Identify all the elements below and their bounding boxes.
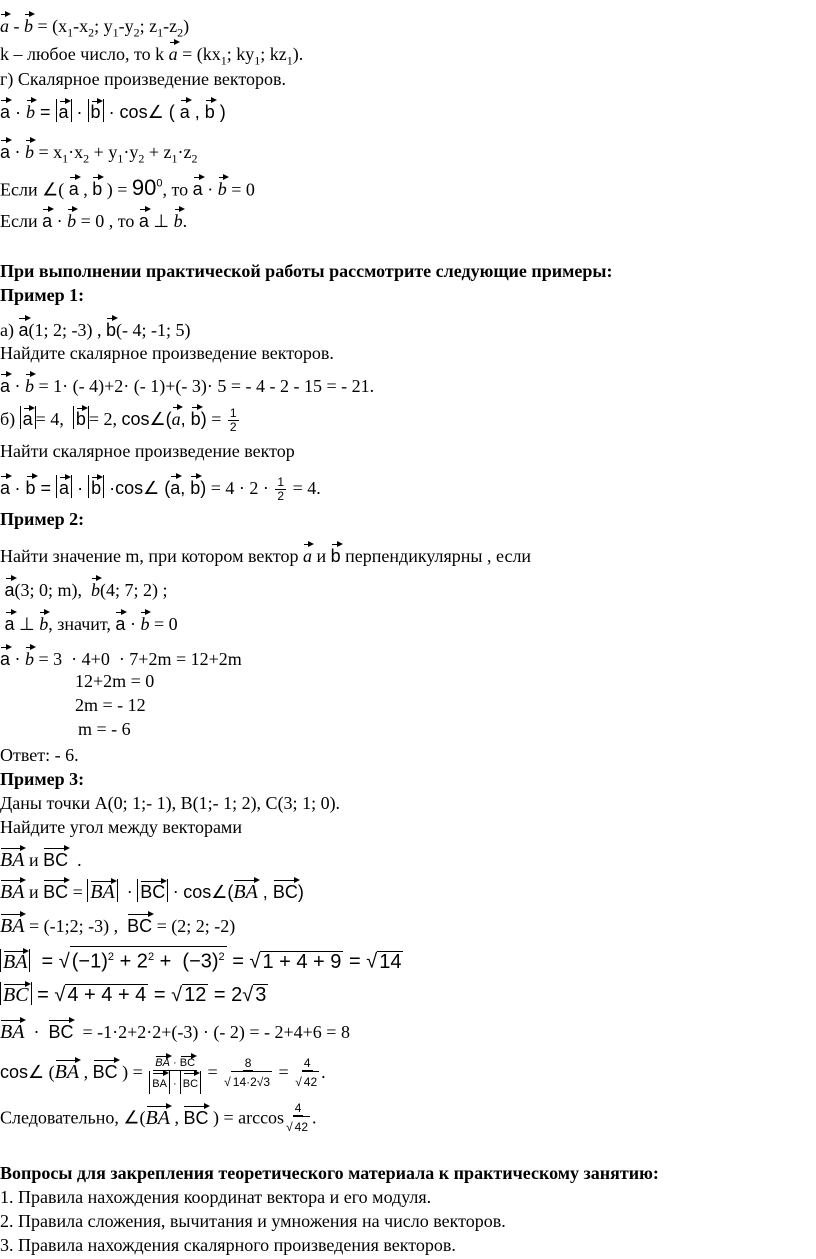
perpendicular-result-line: Если a · b = 0 , то a ⊥ b.: [0, 207, 187, 232]
example-3-points: Даны точки А(0; 1;- 1), В(1;- 1; 2), С(3; 1; 0).: [0, 793, 341, 813]
section-heading-dot-product: г) Скалярное произведение векторов.: [0, 69, 287, 89]
example-3-length-bc: BC = √ 4 + 4 + 4 = √ 12 = 2√ 3: [0, 982, 268, 1006]
example-3-length-ba: BA = √ $(-1)^2 + 2^2 + (-3)^2$ = √ 1 + 4 + 9 = √ 14: [0, 946, 403, 973]
example-2-heading: Пример 2:: [0, 509, 85, 529]
example-2-task: Найти значение m, при котором вектор a и b перпендикулярны , если: [0, 542, 531, 567]
question-3: 3. Правила нахождения скалярного произведения векторов.: [0, 1235, 456, 1255]
example-1b-solution: a · b = a · b ·cos∠ (a, b) = 4 · 2 · $\frac{1}{2}$ = 4.: [0, 475, 321, 504]
example-2-step-2: 2m = - 12: [75, 695, 146, 715]
example-2-answer: Ответ: - 6.: [0, 745, 79, 765]
example-1a-solution: a · b = 1· (- 4)+2· (- 1)+(- 3)· 5 = - 4 - 2 - 15 = - 21.: [0, 372, 374, 397]
question-2: 2. Правила сложения, вычитания и умножения на число векторов.: [0, 1211, 506, 1231]
example-3-vectors-named: BA и BC .: [0, 846, 82, 871]
example-1a-task: Найдите скалярное произведение векторов.: [0, 343, 334, 363]
example-3-conclusion: Следовательно, ∠(BA , BC ) = arccos $\frac{4}{√ 42}$ .: [0, 1102, 317, 1137]
example-2-condition: a ⊥ b, значит, a · b = 0: [0, 610, 178, 635]
dot-product-formula: a · b = a · b · cos∠ ( a , b ): [0, 98, 226, 123]
example-2-equation: a · b = 3 · 4+0 · 7+2m = 12+2m: [0, 645, 242, 670]
example-3-cosine: cos∠ (BA , BC ) = $\frac{BA \cdot BC}{BA \cdot BC}$ = $\frac{8}{√ 14\cdot 2√3}$ = $\frac{4}{√ 42}$ .: [0, 1054, 326, 1094]
practice-heading: При выполнении практической работы рассмотрите следующие примеры:: [0, 261, 613, 281]
example-2-step-3: m = - 6: [78, 719, 131, 739]
example-1a-vectors: а) a(1; 2; -3) , b(- 4; -1; 5): [0, 316, 190, 341]
example-2-vectors: a(3; 0; m), b(4; 7; 2) ;: [0, 576, 168, 601]
perpendicular-condition-line: Если ∠( a , b ) = $90^0$, то a · b = 0: [0, 175, 255, 201]
question-1: 1. Правила нахождения координат вектора и его модуля.: [0, 1187, 432, 1207]
example-3-coordinates: BA = (-1;2; -3) , BC = (2; 2; -2): [0, 912, 235, 937]
example-3-task: Найдите угол между векторами: [0, 817, 242, 837]
example-1b-task: Найти скалярное произведение вектор: [0, 441, 295, 461]
example-3-formula: BA и BC = BA · BC · cos∠(BA , BC): [0, 878, 304, 903]
scalar-multiplication-line: k – любое число, то k $a = (kx_1$; $ky_1$; $kz_1$).: [0, 40, 303, 72]
example-1b-given: б) a = 4, b = 2, cos∠(a, b) = $\frac{1}{2}$: [0, 406, 237, 435]
example-2-step-1: 12+2m = 0: [75, 671, 155, 691]
questions-heading: Вопросы для закрепления теоретического материала к практическому занятию:: [0, 1163, 659, 1183]
example-3-dot-product: BA · BC = -1·2+2·2+(-3) · (- 2) = - 2+4+6 = 8: [0, 1018, 350, 1043]
dot-product-coordinates: $a \cdot b = x_1\cdot x_2 + y_1\cdot y_2 + z_1\cdot z_2$: [0, 138, 197, 170]
example-1-heading: Пример 1:: [0, 285, 85, 305]
vector-difference-line: $a - b = (x_1-x_2$; $y_1-y_2$; $z_1-z_2$): [0, 12, 189, 44]
example-3-heading: Пример 3:: [0, 769, 85, 789]
